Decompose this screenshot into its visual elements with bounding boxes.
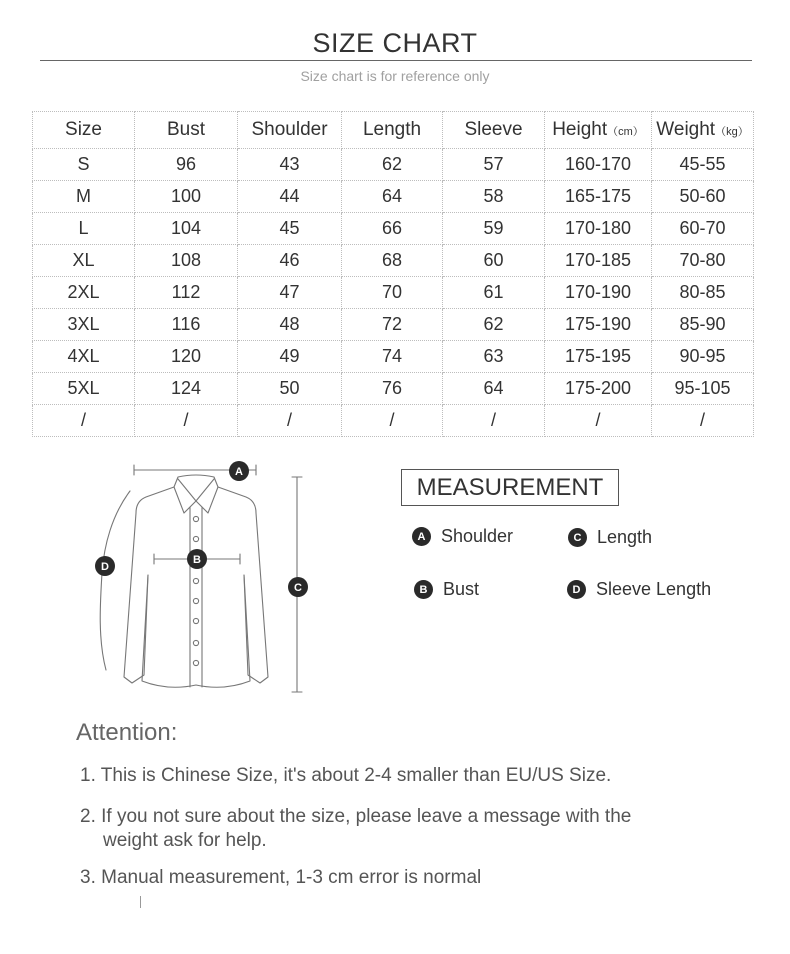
table-row xyxy=(33,309,754,341)
table-cell: 160-170 xyxy=(545,149,652,181)
column-header-shoulder: Shoulder xyxy=(238,112,342,149)
table-cell: 64 xyxy=(443,373,545,405)
legend-label: Length xyxy=(597,527,653,547)
table-row xyxy=(33,373,754,405)
table-cell: 50-60 xyxy=(652,181,754,213)
table-cell: S xyxy=(33,149,135,181)
table-cell: / xyxy=(135,405,238,437)
table-cell: 70-80 xyxy=(652,245,754,277)
table-cell: 60-70 xyxy=(652,213,754,245)
table-cell: 165-175 xyxy=(545,181,652,213)
table-cell: 45 xyxy=(238,213,342,245)
attention-note-3: 3. Manual measurement, 1-3 cm error is normal xyxy=(80,867,482,888)
table-cell: 45-55 xyxy=(652,149,754,181)
badge-d-icon: D xyxy=(567,580,586,599)
legend-bust xyxy=(414,579,479,600)
page-title: SIZE CHART xyxy=(312,28,478,58)
table-cell: 61 xyxy=(443,277,545,309)
table-row xyxy=(33,245,754,277)
attention-note-2: 2. If you not sure about the size, please leave a message with the weight ask for help. xyxy=(80,806,632,851)
table-cell: 80-85 xyxy=(652,277,754,309)
table-cell: 116 xyxy=(135,309,238,341)
table-cell: 64 xyxy=(342,181,443,213)
table-cell: 47 xyxy=(238,277,342,309)
table-cell: 50 xyxy=(238,373,342,405)
table-cell: / xyxy=(33,405,135,437)
table-cell: 4XL xyxy=(33,341,135,373)
table-cell: 43 xyxy=(238,149,342,181)
table-cell: 108 xyxy=(135,245,238,277)
marker-b: B xyxy=(193,554,201,566)
table-cell: / xyxy=(652,405,754,437)
column-header-size: Size xyxy=(33,112,135,149)
marker-c: C xyxy=(294,582,302,594)
table-cell: 57 xyxy=(443,149,545,181)
legend-label: Bust xyxy=(443,579,480,599)
badge-b-icon: B xyxy=(414,580,433,599)
legend-label: Shoulder xyxy=(441,526,514,546)
table-cell: 49 xyxy=(238,341,342,373)
table-cell: 175-190 xyxy=(545,309,652,341)
table-cell: 70 xyxy=(342,277,443,309)
table-cell: 59 xyxy=(443,213,545,245)
table-cell: 104 xyxy=(135,213,238,245)
table-cell: 63 xyxy=(443,341,545,373)
table-cell: 66 xyxy=(342,213,443,245)
table-cell: 100 xyxy=(135,181,238,213)
height-unit: （cm） xyxy=(607,126,644,138)
table-cell: 46 xyxy=(238,245,342,277)
table-cell: 170-185 xyxy=(545,245,652,277)
legend-label: Sleeve Length xyxy=(596,579,712,599)
table-cell: 76 xyxy=(342,373,443,405)
table-cell: 68 xyxy=(342,245,443,277)
table-cell: 62 xyxy=(443,309,545,341)
table-cell: / xyxy=(545,405,652,437)
table-cell: 2XL xyxy=(33,277,135,309)
table-cell: L xyxy=(33,213,135,245)
marker-a: A xyxy=(235,466,243,478)
table-cell: 74 xyxy=(342,341,443,373)
table-cell: 175-195 xyxy=(545,341,652,373)
table-cell: 44 xyxy=(238,181,342,213)
table-cell: 72 xyxy=(342,309,443,341)
column-header-height: Height（cm） xyxy=(545,112,652,149)
text-cursor-mark xyxy=(140,896,141,908)
table-cell: 60 xyxy=(443,245,545,277)
table-cell: M xyxy=(33,181,135,213)
legend-sleeve-length xyxy=(567,579,711,600)
badge-a-icon: A xyxy=(412,527,431,546)
table-header-row xyxy=(33,112,754,149)
table-cell: XL xyxy=(33,245,135,277)
table-cell: 62 xyxy=(342,149,443,181)
table-row xyxy=(33,341,754,373)
table-cell: 175-200 xyxy=(545,373,652,405)
table-cell: 3XL xyxy=(33,309,135,341)
table-cell: 170-180 xyxy=(545,213,652,245)
table-row xyxy=(33,181,754,213)
page-subtitle: Size chart is for reference only xyxy=(300,68,490,84)
table-row xyxy=(33,277,754,309)
table-cell: 85-90 xyxy=(652,309,754,341)
legend-length xyxy=(568,527,652,548)
table-cell: 5XL xyxy=(33,373,135,405)
table-cell: 58 xyxy=(443,181,545,213)
badge-c-icon: C xyxy=(568,528,587,547)
column-header-bust: Bust xyxy=(135,112,238,149)
table-row xyxy=(33,213,754,245)
table-cell: 124 xyxy=(135,373,238,405)
title-divider xyxy=(40,60,752,61)
table-cell: 96 xyxy=(135,149,238,181)
column-header-sleeve: Sleeve xyxy=(443,112,545,149)
table-cell: / xyxy=(443,405,545,437)
table-cell: 90-95 xyxy=(652,341,754,373)
attention-note-1: 1. This is Chinese Size, it's about 2-4 smaller than EU/US Size. xyxy=(80,765,612,786)
table-cell: / xyxy=(342,405,443,437)
table-cell: 112 xyxy=(135,277,238,309)
sleeve-measure-line xyxy=(100,491,130,670)
table-cell: 170-190 xyxy=(545,277,652,309)
marker-d: D xyxy=(101,561,109,573)
legend-shoulder xyxy=(412,526,513,547)
weight-unit: （kg） xyxy=(715,126,749,138)
size-table xyxy=(32,111,754,437)
shirt-diagram xyxy=(84,455,324,705)
column-header-length: Length xyxy=(342,112,443,149)
measurement-title: MEASUREMENT xyxy=(401,469,619,506)
table-row xyxy=(33,149,754,181)
table-cell: 120 xyxy=(135,341,238,373)
attention-heading: Attention: xyxy=(76,719,178,746)
table-cell: 48 xyxy=(238,309,342,341)
column-header-weight: Weight（kg） xyxy=(652,112,754,149)
table-cell: / xyxy=(238,405,342,437)
table-cell: 95-105 xyxy=(652,373,754,405)
table-row xyxy=(33,405,754,437)
